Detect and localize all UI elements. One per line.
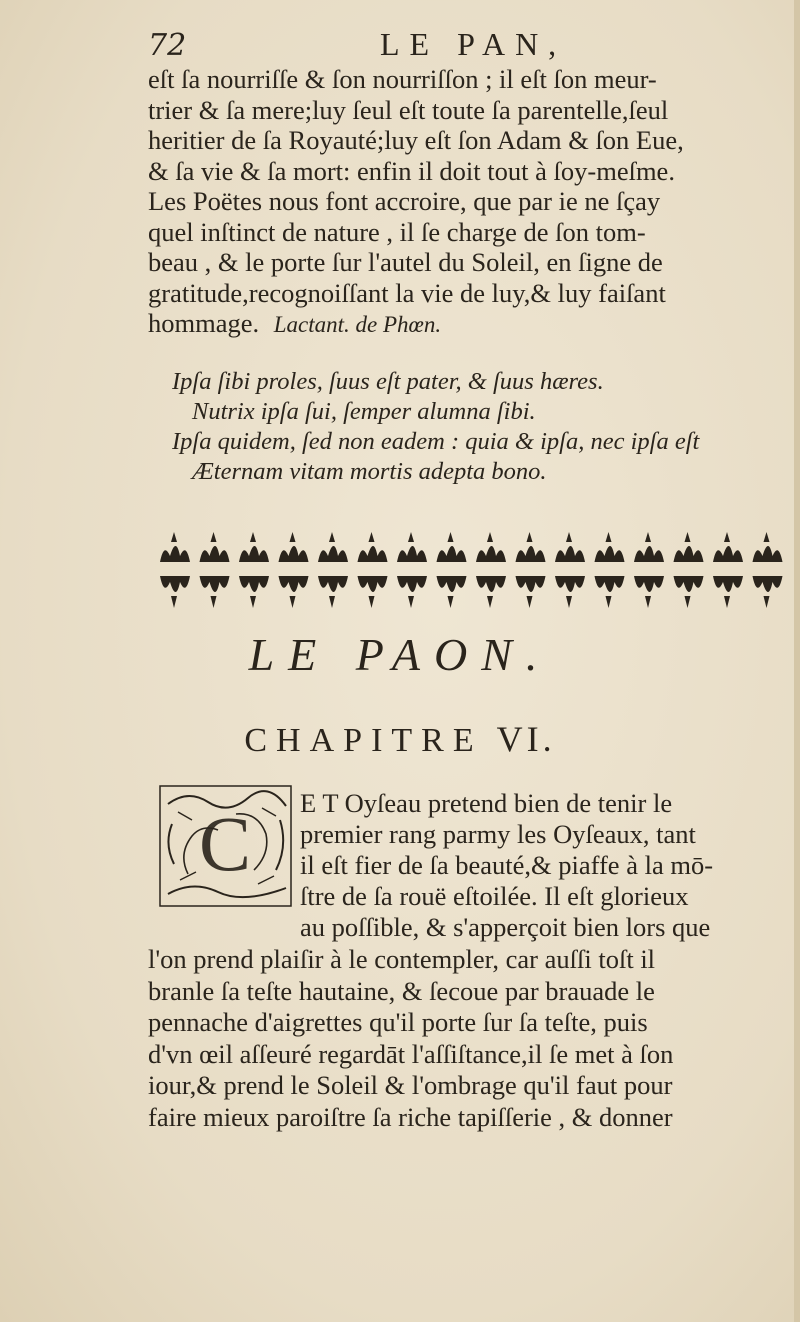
text-line: E T Oyſeau pretend bien de tenir le: [300, 788, 673, 818]
chapter-paragraph-beside-initial: [300, 788, 790, 943]
fleuron-bottom-icon: [200, 576, 230, 608]
fleuron-bottom-icon: [318, 576, 348, 608]
drop-cap-letter: C: [198, 800, 252, 887]
text-line: premier rang parmy les Oyſeaux, tant: [300, 819, 696, 849]
text-line: trier & ſa mere;luy ſeul eſt toute ſa parentelle,ſeul: [148, 94, 669, 125]
fleuron-top-icon: [397, 532, 427, 562]
fleuron-bottom-icon: [516, 576, 546, 608]
text-line: il eſt fier de ſa beauté,& piaffe à la mō-: [300, 850, 714, 880]
text-line: d'vn œil aſſeuré regardāt l'aſſiſtance,il ſe met à ſon: [148, 1038, 674, 1069]
fleuron-top-icon: [239, 532, 269, 562]
fleuron-top-icon: [358, 532, 388, 562]
fleuron-top-icon: [753, 532, 783, 562]
text-line: eſt ſa nourriſſe & ſon nourriſſon ; il eſt ſon meur-: [148, 64, 657, 94]
running-header: [148, 22, 788, 64]
text-line: quel inſtinct de nature , il ſe charge de ſon tom-: [148, 216, 646, 247]
text-line: ſtre de ſa rouë eſtoilée. Il eſt glorieux: [300, 881, 689, 911]
fleuron-top-icon: [674, 532, 704, 562]
fleuron-bottom-icon: [555, 576, 585, 608]
citation: Lactant. de Phœn.: [273, 312, 442, 337]
text-line: heritier de ſa Royauté;luy eſt ſon Adam & ſon Eue,: [148, 125, 684, 155]
decorated-initial: [158, 784, 293, 908]
text-line: faire mieux paroiſtre ſa riche tapiſſerie , & donner: [148, 1101, 673, 1132]
fleuron-bottom-icon: [476, 576, 506, 608]
fleuron-top-icon: [279, 532, 309, 562]
fleuron-bottom-icon: [397, 576, 427, 608]
verse-line: Æternam vitam mortis adepta bono.: [192, 458, 547, 485]
text-line: beau , & le porte ſur l'autel du Soleil, en ſigne de: [148, 247, 663, 277]
opening-paragraph: [148, 64, 790, 341]
fleuron-bottom-icon: [634, 576, 664, 608]
fleuron-top-icon: [516, 532, 546, 562]
fleuron-bottom-icon: [358, 576, 388, 608]
fleuron-top-icon: [437, 532, 467, 562]
text-line: iour,& prend le Soleil & l'ombrage qu'il faut pour: [148, 1070, 673, 1101]
chapter-label: CHAPITRE: [244, 722, 483, 759]
fleuron-band-ornament: [150, 528, 790, 610]
fleuron-bottom-icon: [160, 576, 190, 608]
page-number: 72: [148, 28, 187, 63]
text-line: & ſa vie & ſa mort: enfin il doit tout à ſoy-meſme.: [148, 155, 675, 186]
text-line: l'on prend plaiſir à le contempler, car auſſi toſt il: [148, 944, 656, 974]
fleuron-bottom-icon: [595, 576, 625, 608]
fleuron-bottom-icon: [437, 576, 467, 608]
chapter-paragraph: [148, 944, 790, 1134]
verse-line: Ipſa quidem, ſed non eadem : quia & ipſa, nec ipſa eſt: [172, 428, 700, 455]
fleuron-top-icon: [713, 532, 743, 562]
fleuron-bottom-icon: [279, 576, 309, 608]
fleuron-bottom-icon: [713, 576, 743, 608]
fleuron-bottom-icon: [753, 576, 783, 608]
last-line-text: hommage.: [148, 308, 260, 338]
text-line: pennache d'aigrettes qu'il porte ſur ſa teſte, puis: [148, 1007, 648, 1038]
running-title: LE PAN,: [380, 26, 567, 62]
fleuron-top-icon: [200, 532, 230, 562]
fleuron-top-icon: [595, 532, 625, 562]
verse-line: Nutrix ipſa ſui, ſemper alumna ſibi.: [192, 398, 536, 425]
fleuron-top-icon: [555, 532, 585, 562]
latin-verses: [172, 367, 772, 487]
fleuron-bottom-icon: [674, 576, 704, 608]
fleuron-top-icon: [160, 532, 190, 562]
fleuron-bottom-icon: [239, 576, 269, 608]
text-line: au poſſible, & s'apperçoit bien lors que: [300, 912, 711, 942]
text-line-with-citation: [148, 308, 790, 341]
text-line: branle ſa teſte hautaine, & ſecoue par brauade le: [148, 975, 655, 1006]
verse-line: Ipſa ſibi proles, ſuus eſt pater, & ſuus hæres.: [172, 368, 604, 395]
fleuron-top-icon: [634, 532, 664, 562]
chapter-heading: [0, 718, 800, 760]
chapter-number: VI.: [496, 719, 556, 759]
fleuron-top-icon: [318, 532, 348, 562]
text-line: gratitude,recognoiſſant la vie de luy,& luy faiſant: [148, 277, 666, 308]
fleuron-top-icon: [476, 532, 506, 562]
text-line: Les Poëtes nous font accroire, que par ie ne ſçay: [148, 186, 661, 216]
section-title: LE PAON.: [248, 629, 552, 680]
